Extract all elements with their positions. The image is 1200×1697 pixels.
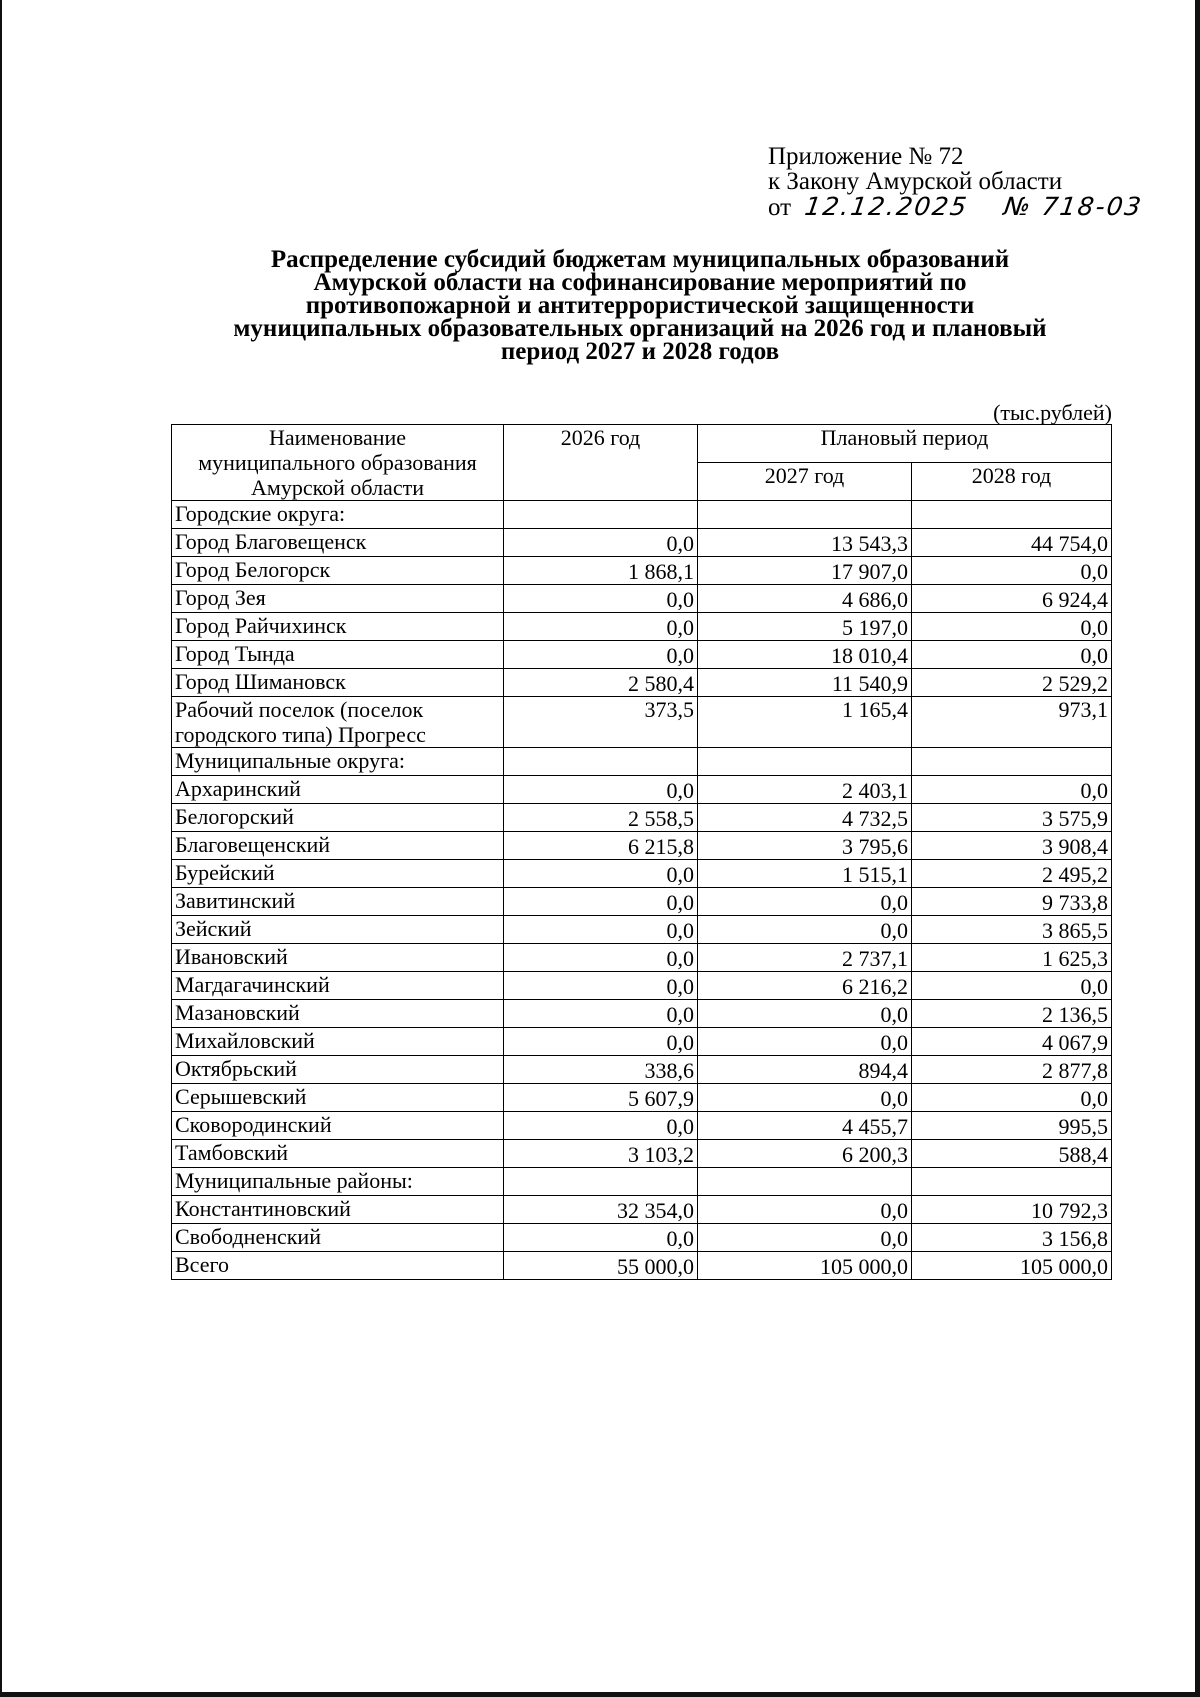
row-name: Октябрьский [172,1056,504,1084]
value-2027: 2 403,1 [698,776,912,804]
value-2028: 4 067,9 [912,1028,1112,1056]
value-2028: 0,0 [912,1084,1112,1112]
table-row [172,1084,1112,1112]
row-name: Город Райчихинск [172,613,504,641]
title-line: противопожарной и антитеррористической защищенности [305,292,975,319]
value-2026: 338,6 [504,1056,698,1084]
units-label: (тыс.рублей) [993,400,1112,425]
value-2027: 0,0 [698,1196,912,1224]
table-row [172,669,1112,697]
header-2027: 2027 год [698,463,912,501]
section-title: Городские округа: [172,501,504,529]
value-2026: 6 215,8 [504,832,698,860]
header-2028: 2028 год [912,463,1112,501]
value-2028: 2 136,5 [912,1000,1112,1028]
value-2028: 44 754,0 [912,529,1112,557]
value-2027: 0,0 [698,1028,912,1056]
value-2026: 0,0 [504,1224,698,1252]
value-2026: 0,0 [504,1028,698,1056]
empty-cell [912,1168,1112,1196]
value-2028: 3 908,4 [912,832,1112,860]
scan-edge-left [0,0,2,1697]
row-name: Город Шимановск [172,669,504,697]
row-name [172,697,504,748]
value-2026: 0,0 [504,916,698,944]
value-2028: 6 924,4 [912,585,1112,613]
value-2028: 995,5 [912,1112,1112,1140]
value-2027: 0,0 [698,1084,912,1112]
table-row [172,832,1112,860]
value-2027: 0,0 [698,888,912,916]
value-2026: 0,0 [504,613,698,641]
row-name: Завитинский [172,888,504,916]
table-row [172,585,1112,613]
value-2027: 1 515,1 [698,860,912,888]
title-line: Амурской области на софинансирование мероприятий по [313,269,967,296]
value-2026: 0,0 [504,944,698,972]
table-row [172,1196,1112,1224]
value-2027: 4 455,7 [698,1112,912,1140]
total-2028: 105 000,0 [912,1252,1112,1280]
section-title: Муниципальные районы: [172,1168,504,1196]
value-2028: 0,0 [912,557,1112,585]
value-2027: 6 200,3 [698,1140,912,1168]
value-2028: 0,0 [912,613,1112,641]
value-2028: 10 792,3 [912,1196,1112,1224]
value-2026: 0,0 [504,529,698,557]
appendix-number: Приложение № 72 [768,143,964,170]
value-2027: 0,0 [698,916,912,944]
row-name: Архаринский [172,776,504,804]
row-name: Свободненский [172,1224,504,1252]
value-2028: 2 529,2 [912,669,1112,697]
row-name: Бурейский [172,860,504,888]
table-row [172,944,1112,972]
total-row [172,1252,1112,1280]
empty-cell [698,501,912,529]
table-row [172,804,1112,832]
value-2026: 0,0 [504,972,698,1000]
value-2028: 0,0 [912,641,1112,669]
table-row [172,1056,1112,1084]
section-row [172,1168,1112,1196]
value-2028: 2 495,2 [912,860,1112,888]
value-2027: 17 907,0 [698,557,912,585]
scan-edge-right [1195,0,1200,1697]
value-2027: 11 540,9 [698,669,912,697]
appendix-date-line [768,194,1143,220]
header-name-line: Амурской области [251,475,424,500]
value-2026: 0,0 [504,888,698,916]
header-name-line: Наименование [268,425,407,450]
value-2026: 0,0 [504,860,698,888]
title-line: муниципальных образовательных организаций на 2026 год и плановый [233,315,1047,342]
value-2028: 3 156,8 [912,1224,1112,1252]
table-row [172,641,1112,669]
header-planned-period: Плановый период [698,425,1112,463]
document-title [150,248,1130,363]
row-name: Михайловский [172,1028,504,1056]
value-2026: 0,0 [504,585,698,613]
row-name-line: Рабочий поселок (поселок [175,697,424,722]
row-name: Город Тында [172,641,504,669]
row-name: Город Зея [172,585,504,613]
value-2028: 3 865,5 [912,916,1112,944]
value-2027: 3 795,6 [698,832,912,860]
value-2026: 3 103,2 [504,1140,698,1168]
appendix-reference [768,144,1143,220]
row-name: Зейский [172,916,504,944]
value-2027: 1 165,4 [698,697,912,748]
value-2027: 6 216,2 [698,972,912,1000]
value-2027: 4 732,5 [698,804,912,832]
value-2026: 2 558,5 [504,804,698,832]
value-2028: 3 575,9 [912,804,1112,832]
value-2026: 0,0 [504,641,698,669]
section-title: Муниципальные округа: [172,748,504,776]
table-row [172,529,1112,557]
row-name: Магдагачинский [172,972,504,1000]
table-row [172,972,1112,1000]
row-name: Мазановский [172,1000,504,1028]
value-2027: 4 686,0 [698,585,912,613]
table-row [172,557,1112,585]
value-2028: 0,0 [912,776,1112,804]
table-row [172,860,1112,888]
value-2028: 2 877,8 [912,1056,1112,1084]
section-row [172,501,1112,529]
empty-cell [698,748,912,776]
empty-cell [698,1168,912,1196]
distribution-table [171,424,1112,1280]
value-2026: 0,0 [504,776,698,804]
row-name-line: городского типа) Прогресс [175,722,426,747]
row-name: Белогорский [172,804,504,832]
row-name: Благовещенский [172,832,504,860]
row-name: Город Благовещенск [172,529,504,557]
table-row [172,1028,1112,1056]
value-2027: 894,4 [698,1056,912,1084]
title-line: период 2027 и 2028 годов [500,338,780,365]
row-name: Ивановский [172,944,504,972]
value-2026: 2 580,4 [504,669,698,697]
handwritten-number: № 718-03 [1002,192,1145,221]
total-2027: 105 000,0 [698,1252,912,1280]
table-row [172,1224,1112,1252]
table-row [172,613,1112,641]
value-2026: 0,0 [504,1112,698,1140]
row-name: Тамбовский [172,1140,504,1168]
value-2026: 1 868,1 [504,557,698,585]
handwritten-signature [804,194,1145,219]
value-2028: 1 625,3 [912,944,1112,972]
header-name-line: муниципального образования [198,450,477,475]
value-2027: 2 737,1 [698,944,912,972]
value-2027: 5 197,0 [698,613,912,641]
table-row [172,888,1112,916]
section-row [172,748,1112,776]
row-name: Сковородинский [172,1112,504,1140]
value-2027: 0,0 [698,1224,912,1252]
value-2027: 0,0 [698,1000,912,1028]
total-2026: 55 000,0 [504,1252,698,1280]
empty-cell [912,501,1112,529]
value-2028: 0,0 [912,972,1112,1000]
value-2027: 18 010,4 [698,641,912,669]
value-2027: 13 543,3 [698,529,912,557]
table-row [172,916,1112,944]
table-row [172,697,1112,748]
title-line: Распределение субсидий бюджетам муниципальных образований [270,246,1010,273]
header-name-cell [172,425,504,501]
table-row [172,1000,1112,1028]
appendix-date-prefix: от [768,194,792,221]
table-row [172,1112,1112,1140]
appendix-law: к Закону Амурской области [768,168,1063,195]
table-row [172,1140,1112,1168]
value-2026: 5 607,9 [504,1084,698,1112]
value-2028: 973,1 [912,697,1112,748]
value-2028: 9 733,8 [912,888,1112,916]
row-name: Серышевский [172,1084,504,1112]
value-2026: 0,0 [504,1000,698,1028]
row-name: Город Белогорск [172,557,504,585]
table-row [172,776,1112,804]
empty-cell [504,748,698,776]
empty-cell [912,748,1112,776]
row-name: Константиновский [172,1196,504,1224]
total-label: Всего [172,1252,504,1280]
value-2026: 32 354,0 [504,1196,698,1224]
handwritten-date: 12.12.2025 [803,192,971,221]
value-2028: 588,4 [912,1140,1112,1168]
empty-cell [504,1168,698,1196]
value-2026: 373,5 [504,697,698,748]
header-2026: 2026 год [504,425,698,501]
empty-cell [504,501,698,529]
scan-edge-bottom [0,1692,1200,1697]
